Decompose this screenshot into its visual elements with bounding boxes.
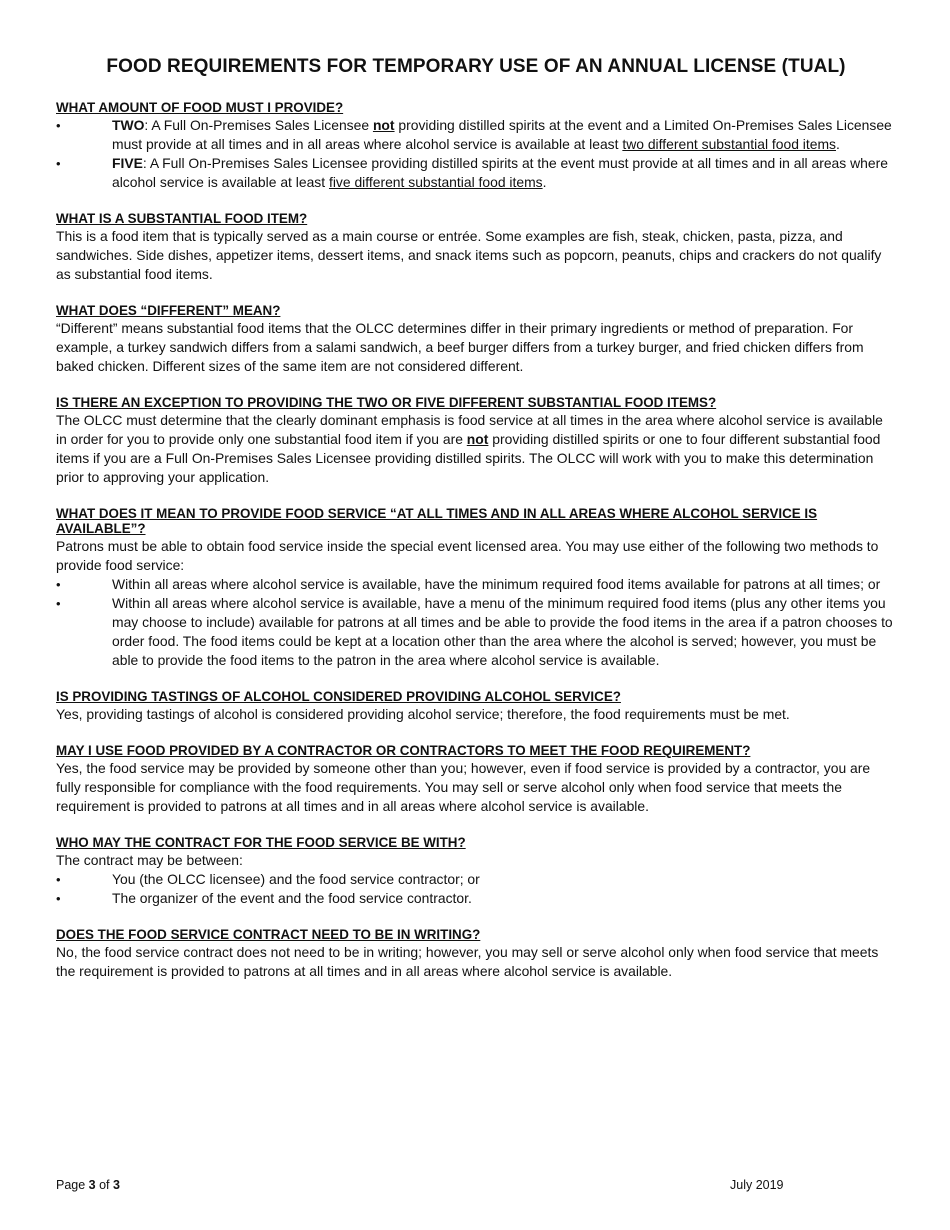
section-heading: MAY I USE FOOD PROVIDED BY A CONTRACTOR OR CONTRACTORS TO MEET THE FOOD REQUIREMENT? [56, 743, 751, 758]
list-item: • Within all areas where alcohol service is available, have a menu of the minimum required food items (plus any other items you may choose to include) available for patrons at all times and be able to provide the food items in the area if a patron chooses to order food. The food items could be kept at a location other than the area where the alcohol is served; however, you must be able to provide the food items to the patron in the area where alcohol service is available. [56, 595, 893, 668]
section-heading: IS THERE AN EXCEPTION TO PROVIDING THE TWO OR FIVE DIFFERENT SUBSTANTIAL FOOD ITEMS? [56, 395, 717, 410]
section-food-amount [56, 100, 896, 192]
section-heading: WHO MAY THE CONTRACT FOR THE FOOD SERVICE BE WITH? [56, 835, 466, 850]
list-item: • Within all areas where alcohol service is available, have the minimum required food items available for patrons at all times; or [56, 576, 881, 592]
section-body: Yes, providing tastings of alcohol is considered providing alcohol service; therefore, the food requirements must be met. [56, 706, 790, 722]
section-all-times-all-areas [56, 506, 896, 670]
section-exception [56, 395, 896, 487]
section-heading: WHAT IS A SUBSTANTIAL FOOD ITEM? [56, 211, 308, 226]
bullet-icon: • [56, 872, 61, 887]
section-contractor [56, 743, 896, 816]
section-body: The OLCC must determine that the clearly dominant emphasis is food service at all times in the area where alcohol service is available in order for you to provide only one substantial food item if you are not providing distilled spirits or one to four different substantial food items if you are a Full On-Premises Sales Licensee providing distilled spirits. The OLCC will work with you to make this determination prior to approving your application. [56, 412, 883, 485]
bullet-icon: • [56, 118, 61, 133]
section-body: “Different” means substantial food items that the OLCC determines differ in their primary ingredients or method of preparation. For example, a turkey sandwich differs from a salami sandwich, a beef burger differs from a turkey burger, and fried chicken differs from baked chicken. Different sizes of the same item are not considered different. [56, 320, 864, 374]
footer-date: July 2019 [730, 1178, 784, 1192]
section-contract-parties [56, 835, 896, 908]
bullet-icon: • [56, 156, 61, 171]
section-tastings [56, 689, 896, 724]
bullet-icon: • [56, 596, 61, 611]
bullet-icon: • [56, 577, 61, 592]
list-item: • You (the OLCC licensee) and the food service contractor; or [56, 871, 480, 887]
section-heading: WHAT AMOUNT OF FOOD MUST I PROVIDE? [56, 100, 344, 115]
list-item: • FIVE: A Full On-Premises Sales Licensee providing distilled spirits at the event must provide at all times and in all areas where alcohol service is available at least five different substantial food items. [56, 155, 888, 190]
page-title: FOOD REQUIREMENTS FOR TEMPORARY USE OF AN ANNUAL LICENSE (TUAL) [106, 56, 846, 77]
page-number: Page 3 of 3 [56, 1178, 120, 1192]
section-body: No, the food service contract does not need to be in writing; however, you may sell or serve alcohol only when food service that meets the requirement is provided to patrons at all times and in all areas where alcohol service is available. [56, 944, 879, 979]
bullet-list [56, 116, 896, 192]
section-body: This is a food item that is typically served as a main course or entrée. Some examples are fish, steak, chicken, pasta, pizza, and sandwiches. Side dishes, appetizer items, dessert items, and snack items such as popcorn, peanuts, chips and crackers do not qualify as substantial food items. [56, 228, 882, 282]
section-different-meaning [56, 303, 896, 376]
section-body: The contract may be between: [56, 852, 243, 868]
section-heading: IS PROVIDING TASTINGS OF ALCOHOL CONSIDERED PROVIDING ALCOHOL SERVICE? [56, 689, 621, 704]
section-heading: DOES THE FOOD SERVICE CONTRACT NEED TO BE IN WRITING? [56, 927, 481, 942]
section-heading: WHAT DOES “DIFFERENT” MEAN? [56, 303, 281, 318]
list-item: • TWO: A Full On-Premises Sales Licensee not providing distilled spirits at the event and a Limited On-Premises Sales Licensee must provide at all times and in all areas where alcohol service is available at least two different substantial food items. [56, 117, 892, 152]
section-heading: WHAT DOES IT MEAN TO PROVIDE FOOD SERVICE “AT ALL TIMES AND IN ALL AREAS WHERE ALCOHOL SERVICE IS AVAILABLE”? [56, 506, 818, 536]
bullet-list [56, 870, 896, 908]
section-body: Yes, the food service may be provided by someone other than you; however, even if food service is provided by a contractor, you are fully responsible for compliance with the food requirements. You may sell or serve alcohol only when food service that meets the requirement is provided to patrons at all times and in all areas where alcohol service is available. [56, 760, 871, 814]
section-substantial-food [56, 211, 896, 284]
list-item: • The organizer of the event and the food service contractor. [56, 890, 472, 906]
section-body: Patrons must be able to obtain food service inside the special event licensed area. You may use either of the following two methods to provide food service: [56, 538, 879, 573]
section-contract-writing [56, 927, 896, 981]
bullet-list [56, 575, 896, 670]
document-page [56, 56, 896, 1000]
bullet-icon: • [56, 891, 61, 906]
